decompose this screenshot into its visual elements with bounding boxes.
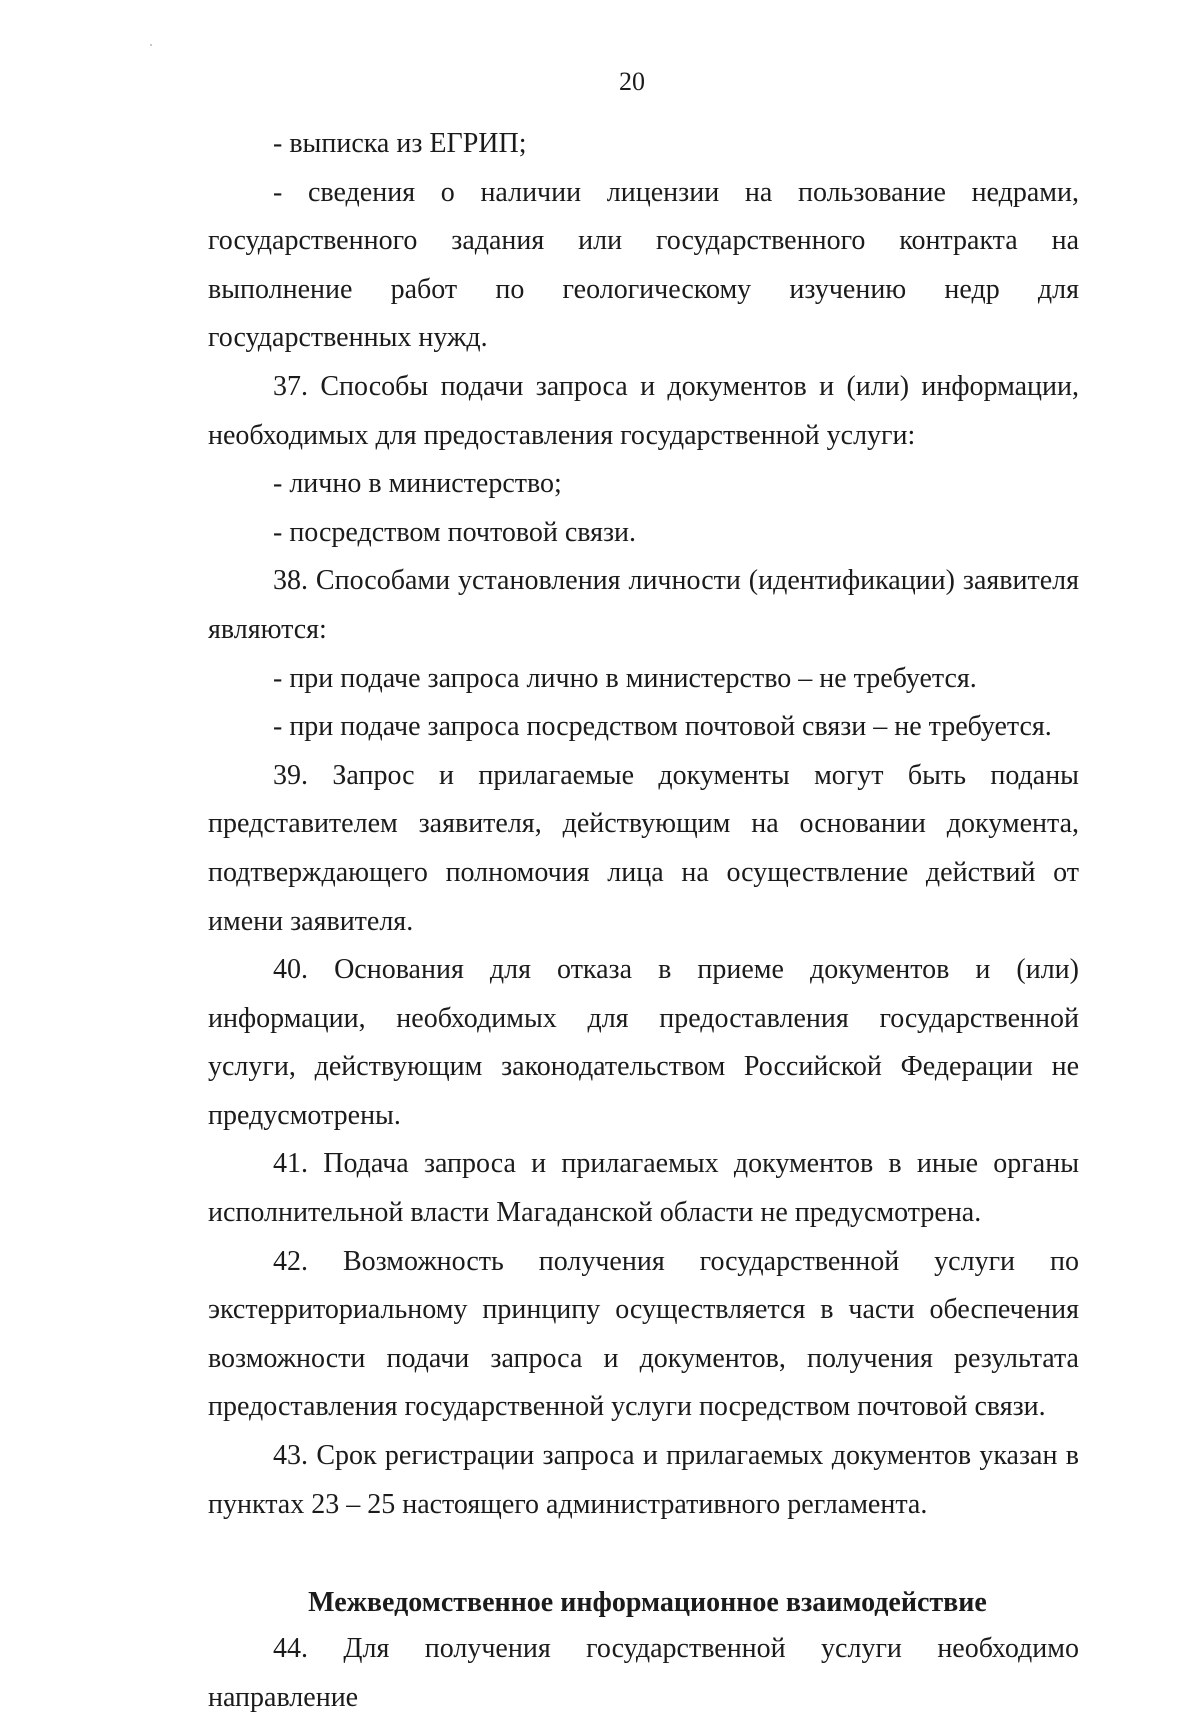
- paragraph-43-registration-term: 43. Срок регистрации запроса и прилагаемых документов указан в пунктах 23 – 25 настоящего административного регламента.: [208, 1440, 1079, 1520]
- paragraph-39-representative: 39. Запрос и прилагаемые документы могут быть поданы представителем заявителя, действующим на основании документа, подтверждающего полномочия лица на осуществление действий от имени заявителя.: [208, 759, 1079, 937]
- paragraph-egrip-extract: - выписка из ЕГРИП;: [273, 128, 527, 159]
- paragraph-44-interagency: 44. Для получения государственной услуги необходимо направление: [208, 1633, 1079, 1713]
- paragraph-37-submission-methods: 37. Способы подачи запроса и документов и (или) информации, необходимых для предоставления государственной услуги:: [208, 370, 1079, 451]
- paragraph-by-post: - посредством почтовой связи.: [273, 516, 637, 548]
- paragraph-41-other-bodies: 41. Подача запроса и прилагаемых документов в иные органы исполнительной власти Магаданской области не предусмотрена.: [208, 1148, 1079, 1229]
- scan-artifact: [150, 44, 152, 46]
- paragraph-subsoil-license: - сведения о наличии лицензии на пользование недрами, государственного задания или государственного контракта на выполнение работ по геологическому изучению недр для государственных нужд.: [208, 176, 1079, 354]
- paragraph-identification-in-person: - при подаче запроса лично в министерство – не требуется.: [273, 662, 977, 694]
- paragraph-identification-by-post: - при подаче запроса посредством почтовой связи – не требуется.: [273, 711, 1052, 743]
- document-body: [208, 120, 1079, 1722]
- paragraph-40-refusal-grounds: 40. Основания для отказа в приеме документов и (или) информации, необходимых для предоставления государственной услуги, действующим законодательством Российской Федерации не предусмотрены.: [208, 954, 1079, 1131]
- page-number: 20: [619, 67, 645, 96]
- section-heading: Межведомственное информационное взаимодействие: [308, 1587, 987, 1619]
- paragraph-in-person: - лично в министерство;: [273, 468, 562, 500]
- paragraph-38-identification: 38. Способами установления личности (идентификации) заявителя являются:: [208, 565, 1079, 645]
- paragraph-42-extraterritorial: 42. Возможность получения государственной услуги по экстерриториальному принципу осуществляется в части обеспечения возможности подачи запроса и документов, получения результата предоставления государственной услуги посредством почтовой связи.: [208, 1245, 1079, 1423]
